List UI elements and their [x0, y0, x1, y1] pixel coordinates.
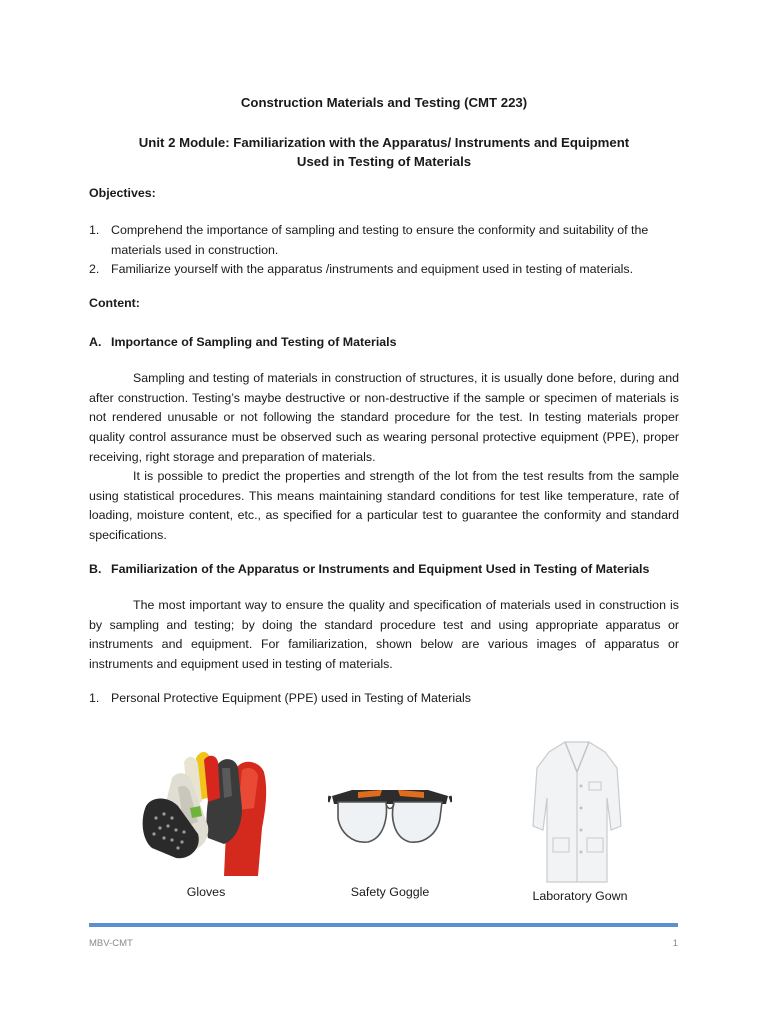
lab-gown-icon	[531, 738, 623, 886]
module-title-line1: Unit 2 Module: Familiarization with the Apparatus/ Instruments and Equipment	[138, 135, 630, 150]
figure-caption-safety-goggle: Safety Goggle	[350, 885, 430, 899]
module-title-line2: Used in Testing of Materials	[296, 154, 472, 169]
section-a-title: Importance of Sampling and Testing of Materials	[111, 335, 397, 349]
section-b-heading	[89, 562, 649, 576]
section-b-label: B.	[89, 562, 102, 576]
section-a-heading	[89, 335, 396, 349]
section-a-paragraph: Sampling and testing of materials in construction of structures, it is usually done before, during and after construction. Testing’s maybe destructive or non-destructive if the sample or specimen of materials is not rendered unusable or not following the standard procedure for the test. In testing materials proper quality control assurance must be observed such as wearing personal protective equipment (PPE), proper receiving, right storage and preparation of materials.	[89, 371, 679, 464]
list-item	[89, 221, 679, 260]
list-item-number: 1.	[89, 223, 100, 237]
list-item	[89, 260, 679, 280]
module-title	[0, 133, 768, 171]
figure-caption-laboratory-gown: Laboratory Gown	[532, 889, 628, 903]
list-item-text: Comprehend the importance of sampling and testing to ensure the conformity and suitability of the materials used in construction.	[111, 223, 649, 257]
objectives-list	[89, 221, 679, 280]
objectives-heading: Objectives:	[89, 186, 156, 200]
footer-label: MBV-CMT	[89, 938, 133, 949]
list-item-text: Familiarize yourself with the apparatus /instruments and equipment used in testing of materials.	[111, 262, 634, 276]
safety-goggle-icon	[328, 782, 452, 852]
content-heading: Content:	[89, 296, 140, 310]
course-title: Construction Materials and Testing (CMT 223)	[240, 95, 528, 110]
list-item-number: 2.	[89, 262, 100, 276]
gloves-icon	[138, 748, 278, 878]
footer-rule	[89, 923, 678, 927]
section-a-label: A.	[89, 335, 102, 349]
list-item-text: Personal Protective Equipment (PPE) used in Testing of Materials	[111, 691, 471, 705]
figure-caption-gloves: Gloves	[186, 885, 226, 899]
section-b-paragraph: The most important way to ensure the quality and specification of materials used in construction is by sampling and testing; by doing the standard procedure test and using appropriate apparatus or instruments and equipment. For familiarization, shown below are various images of apparatus or instruments and equipment used in testing of materials.	[89, 598, 679, 672]
list-item-number: 1.	[89, 691, 100, 705]
section-b-title: Familiarization of the Apparatus or Instruments and Equipment Used in Testing of Materials	[111, 562, 650, 576]
ppe-list	[89, 689, 679, 709]
list-item	[89, 689, 679, 709]
section-a-paragraph: It is possible to predict the properties and strength of the lot from the test results from the sample using statistical procedures. This means maintaining standard conditions for test like temperature, rate of loading, moisture content, etc., as specified for a particular test to guarantee the conformity and standard specifications.	[89, 469, 679, 543]
page-number: 1	[672, 938, 678, 949]
